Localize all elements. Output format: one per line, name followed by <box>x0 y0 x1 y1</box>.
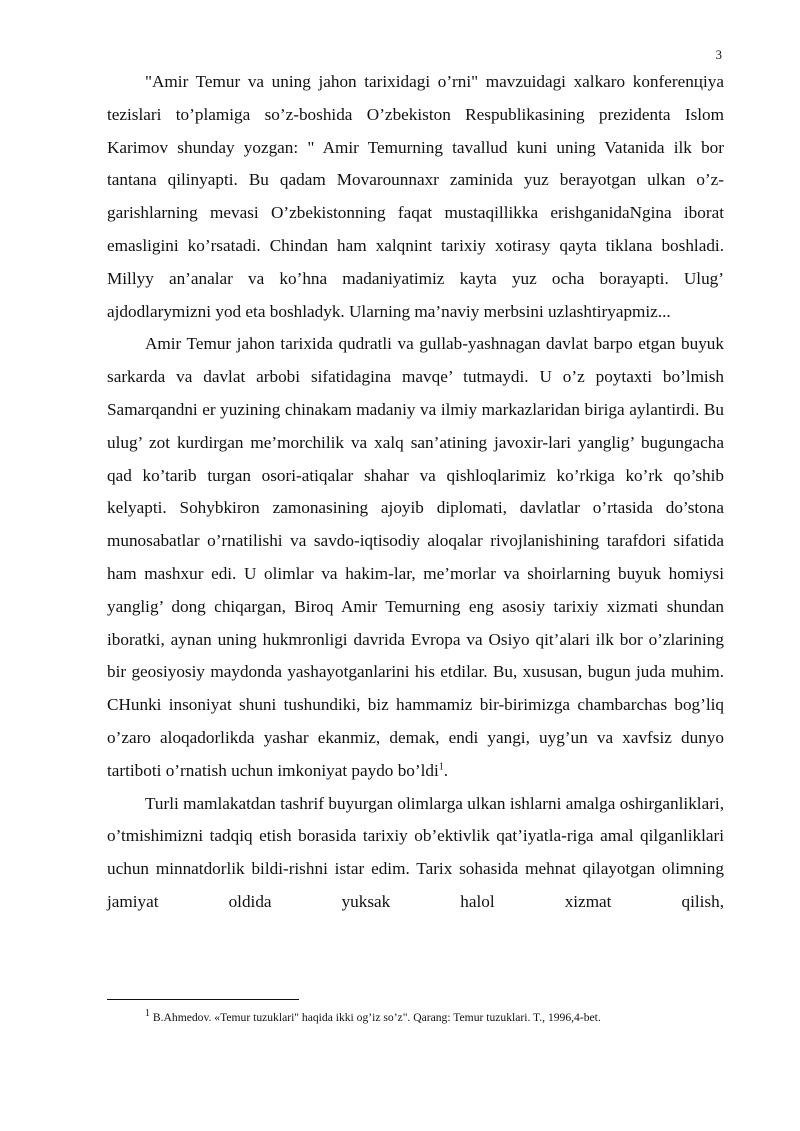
paragraph-1: "Amir Temur va uning jahon tarixidagi o’rni" mavzuidagi xalkaro konferenцiya tezislari to’plamiga so’z-boshida O’zbekiston Respublikasining prezidenta Islom Karimov shunday yozgan: " Amir Temurning tavallud kuni uning Vatanida ilk bor tantana qilinyapti. Bu qadam Movarounnaxr zaminida yuz berayotgan ulkan o’z-garishlarning mevasi O’zbekistonning faqat mustaqillikka erishganidaNgina iborat emasligini ko’rsatadi. Chindan ham xalqnint tarixiy xotirasy qayta tiklana boshladi. Millyy an’analar va ko’hna madaniyatimiz kayta yuz ocha borayapti. Ulug’ ajdodlarymizni yod eta boshladyk. Ularning ma’naviy merbsini uzlashtiryapmiz... <box>107 72 724 321</box>
footnote-divider <box>107 999 299 1000</box>
paragraph-2-text: Amir Temur jahon tarixida qudratli va gullab-yashnagan davlat barpo etgan buyuk sarkarda va davlat arbobi sifatidagina mavqe’ tutmaydi. U o’z poytaxti bo’lmish Samarqandni er yuzining chinakam madaniy va ilmiy markazlaridan biriga aylantirdi. Bu ulug’ zot kurdirgan me’morchilik va xalq san’atining javoxir-lari yanglig’ bugungacha qad ko’tarib turgan osori-atiqalar shahar va qishloqlarimiz ko’rkiga ko’rk qo’shib kelyapti. Sohybkiron zamonasining ajoyib diplomati, davlatlar o’rtasida do’stona munosabatlar o’rnatilishi va savdo-iqtisodiy aloqalar rivojlanishining tarafdori sifatida ham mashxur edi. U olimlar va hakim-lar, me’morlar va shoirlarning buyuk homiysi yanglig’ dong chiqargan, Biroq Amir Temurning eng asosiy tarixiy xizmati shundan iboratki, aynan uning hukmronligi davrida Evropa va Osiyo qit’alari ilk bor o’zlarining bir geosiyosiy maydonda yashayotganlarini his etdilar. Bu, xususan, bugun juda muhim. CHunki insoniyat shuni tushundiki, biz hammamiz bir-birimizga chambarchas bog’liq o’zaro aloqadorlikda yashar ekanmiz, demak, endi yangi, uyg’un va xavfsiz dunyo tartiboti o’rnatish uchun imkoniyat paydo bo’ldi <box>107 334 724 780</box>
footnote <box>145 1010 725 1026</box>
footnote-marker: 1 <box>145 1008 150 1020</box>
body-text <box>107 66 724 919</box>
paragraph-2-end: . <box>443 760 449 780</box>
paragraph-3: Turli mamlakatdan tashrif buyurgan olimlarga ulkan ishlarni amalga oshirganliklari, o’tmishimizni tadqiq etish borasida tarixiy ob’ektivlik qat’iyatla-riga amal qilganliklari uchun minnatdorlik bildi-rishni istar edim. Tarix sohasida mehnat qilayotgan olimning jamiyat oldida yuksak halol xizmat qilish, <box>107 793 724 911</box>
paragraph-2 <box>107 328 724 787</box>
footnote-text: B.Ahmedov. «Temur tuzuklari" haqida ikki og’iz so’z". Qarang: Temur tuzuklari. T., 1996,4-bet. <box>152 1011 601 1024</box>
page-number: 3 <box>715 47 722 62</box>
footnote-reference[interactable]: 1 <box>438 761 444 772</box>
